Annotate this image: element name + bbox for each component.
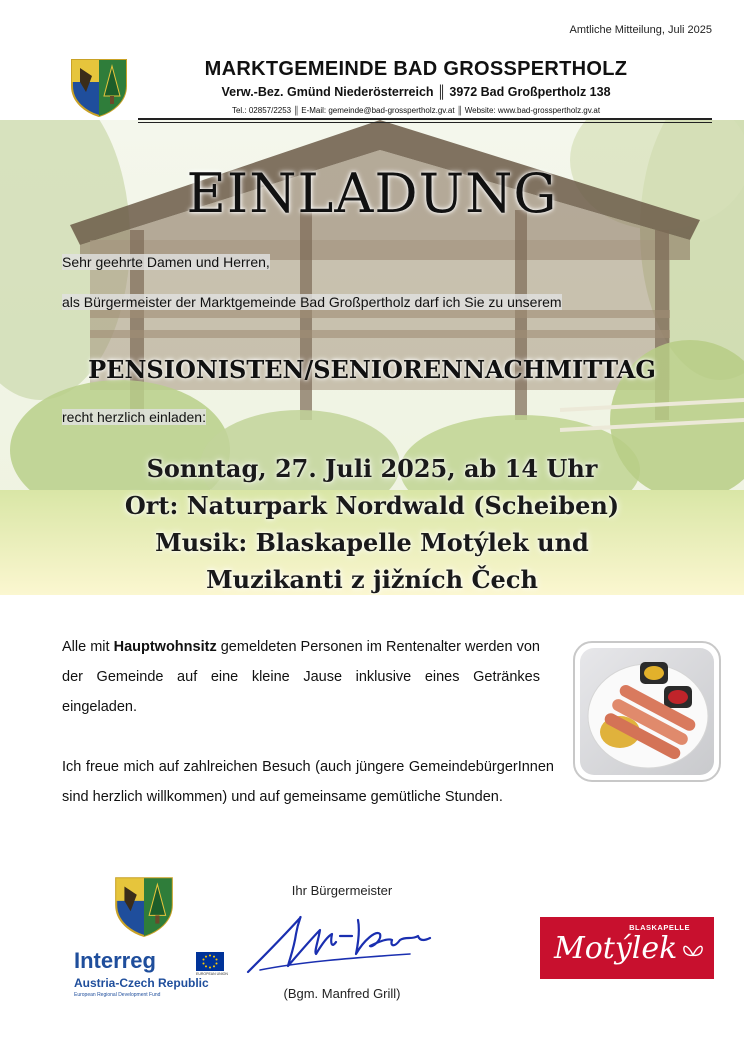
event-name: PENSIONISTEN/SENIORENNACHMITTAG	[88, 355, 656, 384]
interreg-name: Interreg	[74, 948, 156, 973]
para1-before: Alle mit	[62, 639, 114, 655]
eu-caption: EUROPEAN UNION	[196, 972, 228, 976]
invite-text: recht herzlich einladen:	[62, 409, 206, 425]
municipality-name: MARKTGEMEINDE BAD GROSSPERTHOLZ	[204, 58, 628, 80]
interreg-region: Austria-Czech Republic	[74, 976, 209, 990]
body-paragraph-2: Ich freue mich auf zahlreichen Besuch (auch jüngere GemeindebürgerInnen sind herzlich willkommen) und auf gemeinsame gemütliche Stunden.	[62, 759, 554, 805]
intro-text	[62, 294, 674, 311]
mayor-name: (Bgm. Manfred Grill)	[283, 986, 401, 1001]
interreg-logo	[74, 948, 244, 998]
event-date: Sonntag, 27. Juli 2025, ab 14 Uhr	[146, 454, 598, 483]
header-divider	[138, 118, 712, 120]
food-photo	[572, 640, 722, 783]
event-music-line2: Muzikanti z jižních Čech	[206, 565, 538, 594]
event-details	[0, 450, 744, 598]
municipal-crest-logo	[66, 52, 132, 118]
official-notice-label: Amtliche Mitteilung, Juli 2025	[569, 24, 712, 36]
municipality-address: Verw.-Bez. Gmünd Niederösterreich ║ 3972 Bad Großpertholz 138	[221, 85, 611, 99]
municipality-contact: Tel.: 02857/2253 ║ E-Mail: gemeinde@bad-grosspertholz.gv.at ║ Website: www.bad-grosspertholz.gv.at	[231, 106, 601, 115]
greeting-text: Sehr geehrte Damen und Herren,	[62, 254, 270, 270]
invitation-title: EINLADUNG	[186, 162, 558, 225]
mayor-signature	[240, 900, 440, 984]
intro-text-content: als Bürgermeister der Marktgemeinde Bad Großpertholz darf ich Sie zu unserem	[62, 294, 562, 310]
interreg-fund: European Regional Development Fund	[74, 992, 161, 998]
header-divider-thin	[138, 122, 712, 123]
band-name: Motýlek	[554, 931, 678, 966]
body-paragraph-1	[62, 632, 540, 722]
para1-bold: Hauptwohnsitz	[113, 639, 217, 655]
band-kicker: BLASKAPELLE	[629, 923, 690, 932]
mayor-label: Ihr Bürgermeister	[291, 883, 393, 898]
para1-after: gemeldeten Personen im Rentenalter werden von der Gemeinde auf eine kleine Jause inklusive eines Getränkes eingeladen.	[62, 639, 540, 715]
blaskapelle-motylek-logo	[540, 917, 714, 979]
event-music-line1: Musik: Blaskapelle Motýlek und	[155, 528, 589, 557]
event-location: Ort: Naturpark Nordwald (Scheiben)	[124, 491, 620, 520]
butterfly-icon	[682, 941, 704, 959]
municipal-crest-logo-footer	[110, 870, 178, 938]
eu-flag-icon	[196, 952, 224, 971]
